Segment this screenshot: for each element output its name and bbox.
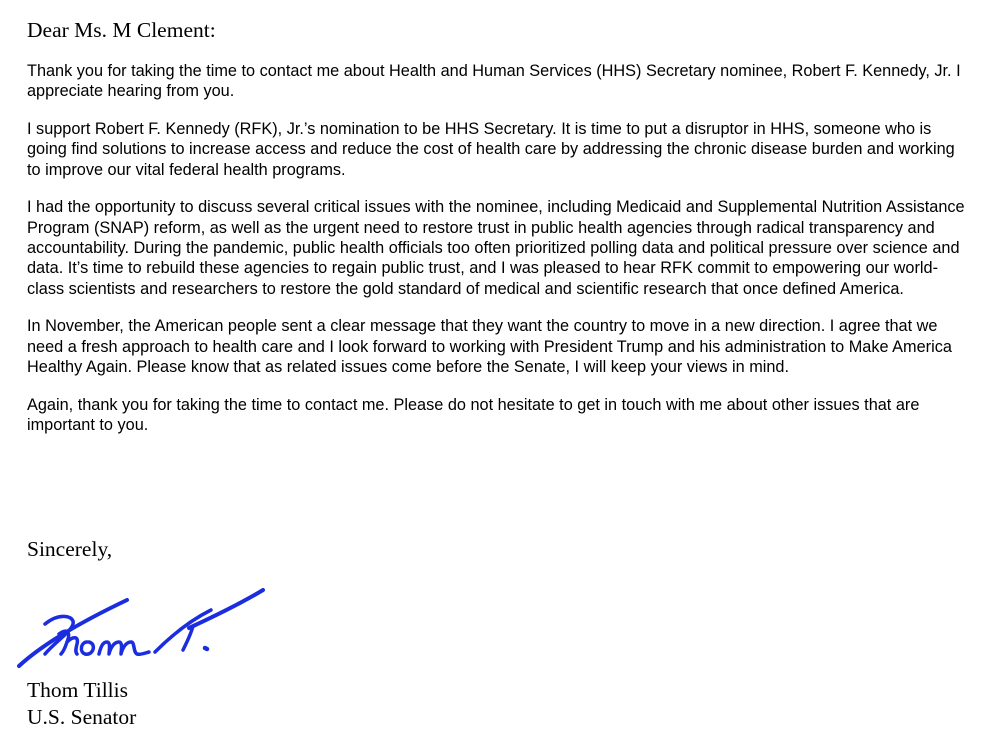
closing: Sincerely, [27, 537, 113, 561]
salutation: Dear Ms. M Clement: [27, 18, 216, 42]
signer-title: U.S. Senator [27, 705, 137, 729]
handwritten-signature [15, 582, 275, 674]
letter-body [27, 61, 967, 453]
signer-name: Thom Tillis [27, 678, 128, 702]
paragraph-4: In November, the American people sent a clear message that they want the country to move in a new direction. I agree that we need a fresh approach to health care and I look forward to working with President Trump and his administration to Make America Healthy Again. Please know that as related issues come before the Senate, I will keep your views in mind. [27, 317, 952, 377]
paragraph-2: I support Robert F. Kennedy (RFK), Jr.’s nomination to be HHS Secretary. It is time to put a disruptor in HHS, someone who is going find solutions to increase access and reduce the cost of health care by addressing the chronic disease burden and working to improve our vital federal health programs. [27, 120, 955, 179]
paragraph-1: Thank you for taking the time to contact me about Health and Human Services (HHS) Secretary nominee, Robert F. Kennedy, Jr. I appreciate hearing from you. [27, 62, 961, 101]
paragraph-5: Again, thank you for taking the time to contact me. Please do not hesitate to get in touch with me about other issues that are important to you. [27, 395, 920, 435]
paragraph-3: I had the opportunity to discuss several critical issues with the nominee, including Medicaid and Supplemental Nutrition Assistance Program (SNAP) reform, as well as the urgent need to restore trust in public health agencies through radical transparency and accountability. During the pandemic, public health officials too often prioritized polling data and political pressure over science and data. It’s time to rebuild these agencies to regain public trust, and I was pleased to hear RFK commit to empowering our world-class scientists and researchers to restore the gold standard of medical and scientific research that once defined America. [27, 198, 965, 298]
